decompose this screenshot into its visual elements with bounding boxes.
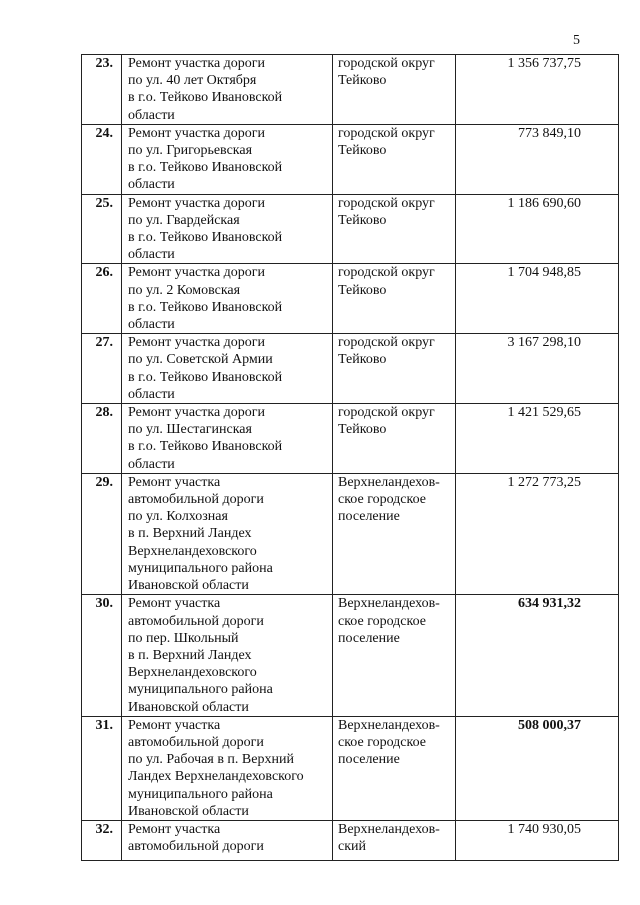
municipality-line: городской округ: [338, 265, 435, 281]
row-number: 26.: [82, 264, 122, 334]
work-name-line: по ул. Шестагинская: [128, 422, 252, 438]
municipality-line: Тейково: [338, 212, 387, 228]
municipality-line: городской округ: [338, 56, 435, 71]
municipality-cell: [333, 55, 456, 125]
table-row: [82, 55, 619, 125]
work-name-line: Ремонт участка дороги: [128, 56, 266, 71]
work-name-cell: [122, 820, 333, 860]
work-name-line: Ремонт участка дороги: [128, 125, 266, 141]
municipality-line: городской округ: [338, 405, 435, 421]
work-name-line: Ремонт участка дороги: [128, 335, 266, 351]
municipality-cell: [333, 716, 456, 820]
work-name-line: области: [128, 456, 175, 472]
work-name-cell: [122, 716, 333, 820]
table-row: [82, 716, 619, 820]
municipality-line: ское городское: [338, 734, 426, 750]
municipality-cell: [333, 264, 456, 334]
work-name-line: Ремонт участка: [128, 717, 221, 733]
municipality-line: Верхнеландехов-: [338, 474, 440, 490]
table-row: [82, 194, 619, 264]
table-row: [82, 473, 619, 594]
table-row: [82, 820, 619, 860]
work-name-line: области: [128, 107, 175, 123]
municipality-line: городской округ: [338, 335, 435, 351]
row-number: 24.: [82, 124, 122, 194]
work-name-line: по пер. Школьный: [128, 630, 239, 646]
amount-cell: 1 740 930,05: [456, 820, 619, 860]
municipality-cell: [333, 124, 456, 194]
municipality-cell: [333, 404, 456, 474]
municipality-line: Тейково: [338, 143, 387, 159]
work-name-line: в п. Верхний Ландех: [128, 647, 252, 663]
municipality-line: городской округ: [338, 195, 435, 211]
amount-cell: 1 356 737,75: [456, 55, 619, 125]
work-name-line: автомобильной дороги: [128, 613, 264, 629]
work-name-line: в г.о. Тейково Ивановской: [128, 160, 283, 176]
table-body: [82, 55, 619, 861]
row-number: 23.: [82, 55, 122, 125]
work-name-line: муниципального района: [128, 560, 273, 576]
work-name-cell: [122, 124, 333, 194]
municipality-line: Верхнеландехов-: [338, 596, 440, 612]
page-number: 5: [573, 33, 580, 48]
row-number: 31.: [82, 716, 122, 820]
work-name-line: области: [128, 177, 175, 193]
municipality-cell: [333, 334, 456, 404]
row-number: 32.: [82, 820, 122, 860]
table-row: [82, 264, 619, 334]
work-name-line: в п. Верхний Ландех: [128, 526, 252, 542]
work-name-line: по ул. Колхозная: [128, 509, 228, 525]
work-name-line: Ландех Верхнеландеховского: [128, 769, 304, 785]
work-name-line: по ул. Григорьевская: [128, 143, 253, 159]
work-name-line: по ул. 40 лет Октября: [128, 73, 257, 89]
municipality-line: ский: [338, 839, 366, 855]
work-name-line: Ремонт участка: [128, 821, 221, 837]
work-name-line: в г.о. Тейково Ивановской: [128, 369, 283, 385]
work-name-line: автомобильной дороги: [128, 734, 264, 750]
work-name-line: Ремонт участка дороги: [128, 265, 266, 281]
work-name-line: Ремонт участка: [128, 596, 221, 612]
row-number: 25.: [82, 194, 122, 264]
municipality-line: поселение: [338, 630, 400, 646]
municipality-line: Тейково: [338, 422, 387, 438]
work-name-line: по ул. Гвардейская: [128, 212, 240, 228]
work-name-line: по ул. Советской Армии: [128, 352, 273, 368]
municipality-line: Верхнеландехов-: [338, 821, 440, 837]
municipality-line: ское городское: [338, 492, 426, 508]
municipality-cell: [333, 473, 456, 594]
work-name-line: в г.о. Тейково Ивановской: [128, 299, 283, 315]
row-number: 30.: [82, 595, 122, 716]
amount-cell: 1 704 948,85: [456, 264, 619, 334]
municipality-line: поселение: [338, 509, 400, 525]
work-name-cell: [122, 194, 333, 264]
row-number: 29.: [82, 473, 122, 594]
amount-cell: 508 000,37: [456, 716, 619, 820]
amount-cell: 1 272 773,25: [456, 473, 619, 594]
work-name-cell: [122, 473, 333, 594]
table-row: [82, 595, 619, 716]
row-number: 27.: [82, 334, 122, 404]
work-name-line: в г.о. Тейково Ивановской: [128, 90, 283, 106]
work-name-line: в г.о. Тейково Ивановской: [128, 439, 283, 455]
work-name-line: Ремонт участка дороги: [128, 195, 266, 211]
work-name-cell: [122, 404, 333, 474]
table-row: [82, 124, 619, 194]
municipality-cell: [333, 595, 456, 716]
work-name-line: Ремонт участка: [128, 474, 221, 490]
work-name-line: в г.о. Тейково Ивановской: [128, 230, 283, 246]
municipality-line: Тейково: [338, 73, 387, 89]
municipality-cell: [333, 820, 456, 860]
amount-cell: 1 421 529,65: [456, 404, 619, 474]
work-name-line: области: [128, 247, 175, 263]
work-name-line: муниципального района: [128, 682, 273, 698]
work-name-line: области: [128, 317, 175, 333]
work-name-line: муниципального района: [128, 786, 273, 802]
municipality-line: Тейково: [338, 352, 387, 368]
work-name-line: по ул. 2 Комовская: [128, 282, 241, 298]
table-row: [82, 334, 619, 404]
amount-cell: 773 849,10: [456, 124, 619, 194]
work-name-line: Верхнеландеховского: [128, 543, 257, 559]
work-name-line: области: [128, 386, 175, 402]
work-name-cell: [122, 55, 333, 125]
work-name-cell: [122, 595, 333, 716]
work-name-line: по ул. Рабочая в п. Верхний: [128, 752, 294, 768]
municipality-line: Верхнеландехов-: [338, 717, 440, 733]
amount-cell: 3 167 298,10: [456, 334, 619, 404]
work-name-line: Ивановской области: [128, 578, 249, 594]
municipality-line: Тейково: [338, 282, 387, 298]
municipality-line: поселение: [338, 752, 400, 768]
work-name-line: Ивановской области: [128, 699, 249, 715]
work-name-line: автомобильной дороги: [128, 839, 264, 855]
work-name-line: Ремонт участка дороги: [128, 405, 266, 421]
work-name-cell: [122, 334, 333, 404]
amount-cell: 634 931,32: [456, 595, 619, 716]
row-number: 28.: [82, 404, 122, 474]
work-name-line: автомобильной дороги: [128, 492, 264, 508]
work-name-line: Ивановской области: [128, 803, 249, 819]
municipality-cell: [333, 194, 456, 264]
table-row: [82, 404, 619, 474]
amount-cell: 1 186 690,60: [456, 194, 619, 264]
work-name-line: Верхнеландеховского: [128, 665, 257, 681]
works-table: [81, 54, 618, 861]
municipality-line: городской округ: [338, 125, 435, 141]
municipality-line: ское городское: [338, 613, 426, 629]
work-name-cell: [122, 264, 333, 334]
